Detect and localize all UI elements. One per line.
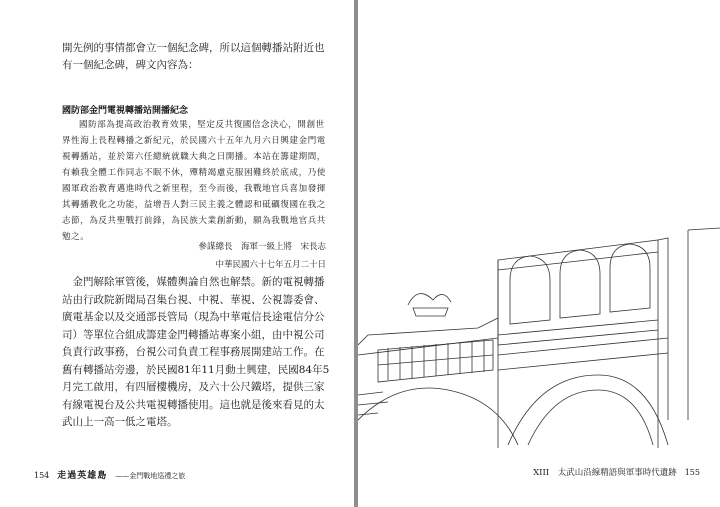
closing-paragraph: 金門解除軍管後，媒體輿論自然也解禁。新的電視轉播站由行政院新聞局召集台視、中視、華視、公視籌委會、廣電基金以及交通部長管局（現為中華電信長途電信分公司）等單位合組成籌建金門轉播站專案小組，由中視公司負責行政事務，台視公司負責工程事務展開建站工作。在舊有轉播站旁邊，於民國81年11月動土興建，民國84年5月完工啟用，有四層樓機房，及六十公尺鐵塔，提供三家有線電視台及公共電視轉播使用。這也就是後來看見的太武山上一高一低之電塔。 bbox=[62, 276, 330, 428]
monument-inscription: 國防部為提高政治教育效果，堅定反共復國信念決心，開創世界性海上長程轉播之新紀元，於民國六十五年九月六日興建金門電視轉播站，並於第六任總統就職大典之日開播。本站在籌建期間，有賴我全體工作同志不眠不休，殫精竭慮克服困難終於底成，乃使國軍政治教育邁進時代之新里程，至今而後，我戰地官兵喜加發揮其轉播教化之功能，益增吾人對三民主義之體認和砥礪復國在我之志節，為反共聖戰打前鋒，為民族大業創新動，願為我戰地官兵共勉之。 bbox=[62, 120, 326, 242]
left-footer bbox=[34, 468, 185, 481]
book-title: 走過英雄島 bbox=[57, 471, 108, 481]
monument-title: 國防部金門電視轉播站開播紀念 bbox=[62, 106, 189, 116]
monument-signature: 參謀總長 海軍一級上將 宋長志 bbox=[198, 242, 326, 252]
left-page-number: 154 bbox=[34, 471, 50, 480]
right-footer bbox=[533, 466, 700, 478]
right-page-number: 155 bbox=[684, 468, 700, 477]
chapter-title: XIII 太武山沿線精語與軍事時代遺跡 bbox=[533, 468, 677, 478]
building-sketch-illustration bbox=[358, 220, 720, 448]
monument-date: 中華民國六十七年五月二十日 bbox=[215, 260, 326, 270]
right-page bbox=[358, 0, 720, 507]
book-subtitle: ——金門戰地巡禮之旅 bbox=[115, 472, 186, 480]
left-page bbox=[0, 0, 354, 507]
intro-paragraph: 開先例的事情都會立一個紀念碑，所以這個轉播站附近也有一個紀念碑，碑文內容為： bbox=[62, 42, 325, 71]
